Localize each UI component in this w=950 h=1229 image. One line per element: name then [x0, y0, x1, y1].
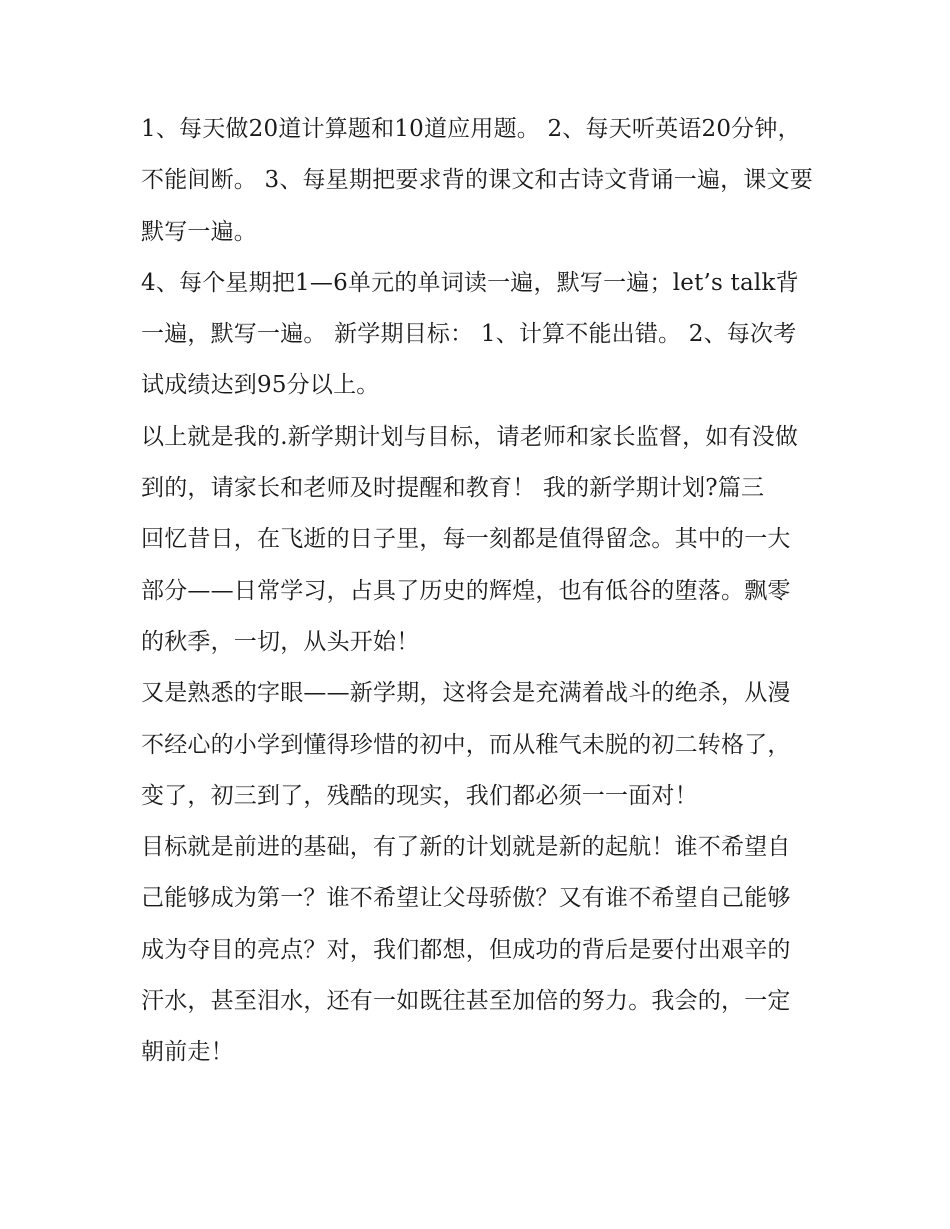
- paragraph-study-tasks: 1、每天做20道计算题和10道应用题。 2、每天听英语20分钟，不能间断。 3、每星期把要求背的课文和古诗文背诵一遍，课文要默写一遍。: [141, 116, 813, 245]
- document-body: [141, 104, 813, 1079]
- paragraph-goals-foundation: 目标就是前进的基础，有了新的计划就是新的起航！谁不希望自己能够成为第一？谁不希望让父母骄傲？又有谁不希望自己能够成为夺目的亮点？对，我们都想，但成功的背后是要付出艰辛的汗水，甚至泪水，还有一如既往甚至加倍的努力。我会的，一定朝前走！: [141, 834, 791, 1066]
- paragraph-supervision-note: 以上就是我的.新学期计划与目标，请老师和家长监督，如有没做到的，请家长和老师及时提醒和教育！ 我的新学期计划?篇三: [141, 423, 799, 502]
- paragraph-memories: 回忆昔日，在飞逝的日子里，每一刻都是值得留念。其中的一大部分——日常学习，占具了历史的辉煌，也有低谷的堕落。飘零的秋季，一切，从头开始！: [141, 526, 791, 655]
- paragraph-new-semester: 又是熟悉的字眼——新学期，这将会是充满着战斗的绝杀，从漫不经心的小学到懂得珍惜的初中，而从稚气未脱的初二转格了，变了，初三到了，残酷的现实，我们都必须一一面对！: [141, 680, 791, 809]
- paragraph-weekly-words-and-goals: 4、每个星期把1—6单元的单词读一遍，默写一遍；let’s talk背一遍，默写一遍。 新学期目标： 1、计算不能出错。 2、每次考试成绩达到95分以上。: [141, 269, 799, 399]
